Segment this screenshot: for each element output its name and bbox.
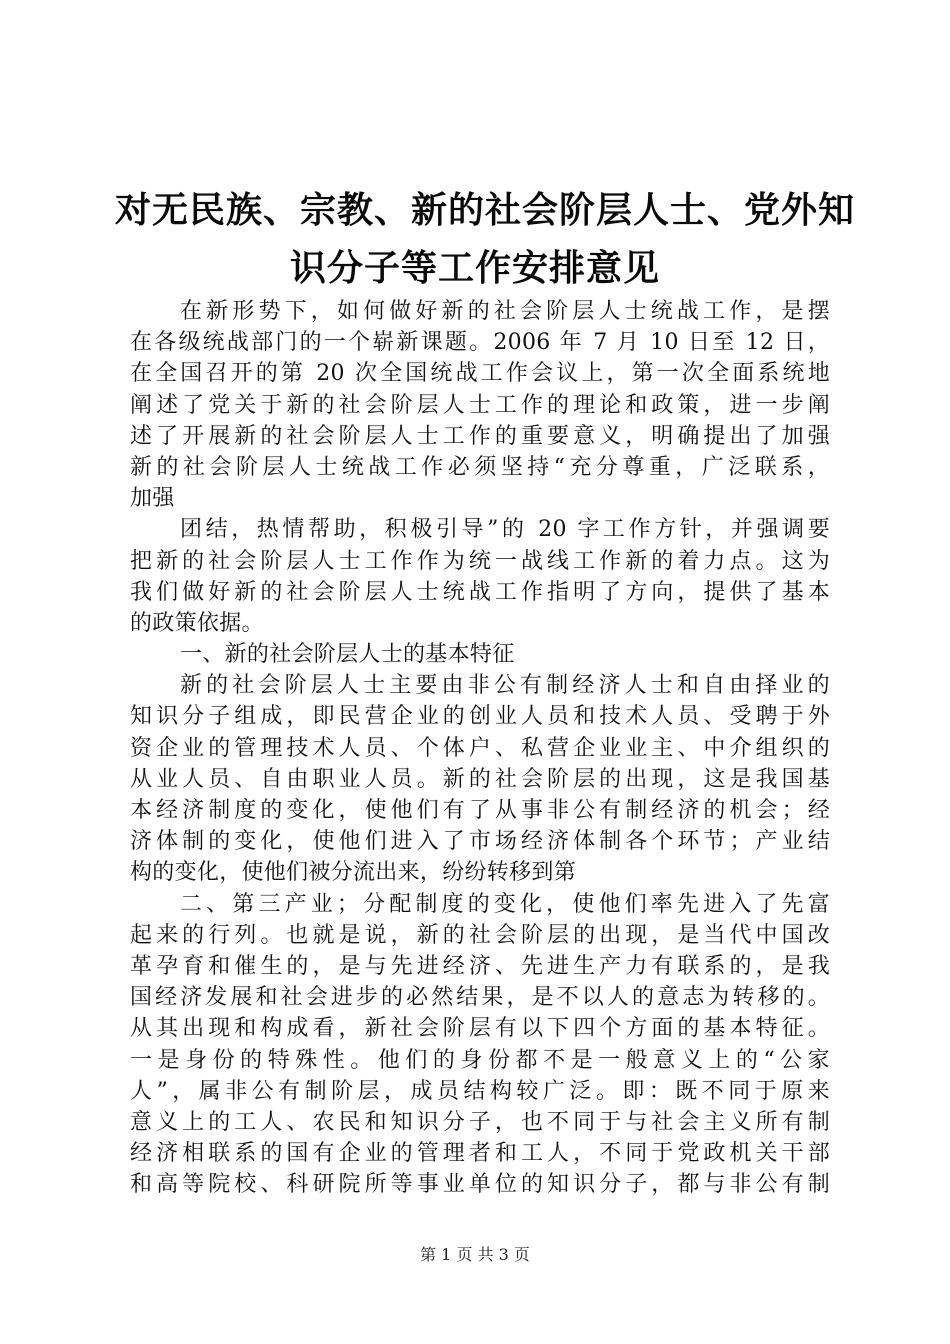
body-line: 构的变化，使他们被分流出来，纷纷转移到第 — [130, 860, 577, 886]
body-line: 新的社会阶层人士统战工作必须坚持“充分尊重，广泛联系， — [130, 454, 830, 480]
body-line: 新的社会阶层人士主要由非公有制经济人士和自由择业的 — [180, 673, 830, 699]
body-line: 述了开展新的社会阶层人士工作的重要意义，明确提出了加强 — [130, 423, 830, 449]
body-line: 在新形势下，如何做好新的社会阶层人士统战工作，是摆 — [180, 299, 830, 324]
body-line: 意义上的工人、农民和知识分子，也不同于与社会主义所有制 — [130, 1109, 830, 1135]
body-line: 在全国召开的第 20 次全国统战工作会议上，第一次全面系统地 — [130, 361, 830, 387]
body-line: 人”，属非公有制阶层，成员结构较广泛。即：既不同于原来 — [130, 1078, 830, 1104]
body-line: 我们做好新的社会阶层人士统战工作指明了方向，提供了基本 — [130, 579, 830, 605]
body-line: 本经济制度的变化，使他们有了从事非公有制经济的机会；经 — [130, 798, 830, 823]
body-line: 革孕育和催生的，是与先进经济、先进生产力有联系的，是我 — [130, 953, 830, 979]
body-line: 加强 — [130, 486, 175, 512]
body-line: 一是身份的特殊性。他们的身份都不是一般意义上的“公家 — [130, 1047, 830, 1073]
section-heading: 一、新的社会阶层人士的基本特征 — [180, 642, 515, 668]
body-line: 的政策依据。 — [130, 610, 264, 636]
document-title-line-2: 识分子等工作安排意见 — [289, 247, 660, 289]
body-line: 资企业的管理技术人员、个体户、私营企业业主、中介组织的 — [130, 735, 830, 761]
body-line: 团结，热情帮助，积极引导”的 20 字工作方针，并强调要 — [180, 517, 830, 543]
body-line: 知识分子组成，即民营企业的创业人员和技术人员、受聘于外 — [130, 704, 830, 730]
body-line: 起来的行列。也就是说，新的社会阶层的出现，是当代中国改 — [130, 922, 830, 948]
body-line: 和高等院校、科研院所等事业单位的知识分子，都与非公有制 — [130, 1172, 830, 1198]
body-line: 济体制的变化，使他们进入了市场经济体制各个环节；产业结 — [130, 829, 830, 855]
body-line: 从业人员、自由职业人员。新的社会阶层的出现，这是我国基 — [130, 766, 830, 792]
document-body — [130, 296, 830, 1200]
body-line: 阐述了党关于新的社会阶层人士工作的理论和政策，进一步阐 — [130, 392, 830, 418]
body-line: 在各级统战部门的一个崭新课题。2006 年 7 月 10 日至 12 日， — [130, 330, 830, 356]
body-line: 把新的社会阶层人士工作作为统一战线工作新的着力点。这为 — [130, 548, 830, 574]
body-line: 二、第三产业；分配制度的变化，使他们率先进入了先富 — [180, 891, 830, 917]
body-line: 经济相联系的国有企业的管理者和工人，不同于党政机关干部 — [130, 1141, 830, 1167]
page-number-footer: 第 1 页 共 3 页 — [420, 1245, 530, 1264]
body-line: 国经济发展和社会进步的必然结果，是不以人的意志为转移的。 — [130, 985, 830, 1011]
document-title-line-1: 对无民族、宗教、新的社会阶层人士、党外知 — [115, 189, 856, 231]
body-line: 从其出现和构成看，新社会阶层有以下四个方面的基本特征。 — [130, 1016, 830, 1042]
